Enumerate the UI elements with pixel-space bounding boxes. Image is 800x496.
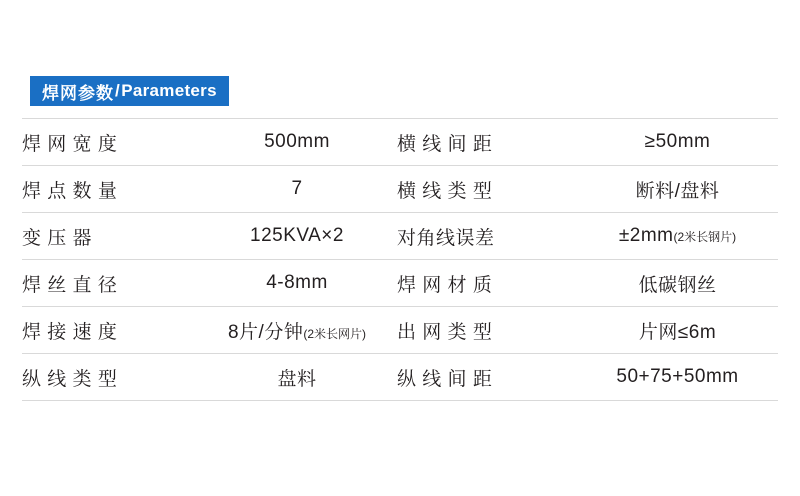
section-title-separator: / — [115, 81, 121, 100]
param-label: 纵 线 间 距 — [397, 354, 577, 401]
table-row — [22, 213, 778, 260]
table-row — [22, 119, 778, 166]
param-label: 焊 网 宽 度 — [22, 119, 197, 166]
param-value — [197, 260, 397, 307]
section-title-cn: 焊网参数 — [42, 83, 114, 103]
param-label: 焊 接 速 度 — [22, 307, 197, 354]
param-value — [577, 166, 778, 213]
param-value-note: (2米长钢片) — [673, 230, 737, 244]
param-value — [197, 166, 397, 213]
param-label: 焊 丝 直 径 — [22, 260, 197, 307]
table-row — [22, 307, 778, 354]
param-value — [197, 119, 397, 166]
param-value-text: 500mm — [264, 131, 330, 152]
param-value-text: 断料/盘料 — [635, 180, 720, 202]
param-value-text: 50+75+50mm — [616, 366, 739, 387]
param-value-text: 4-8mm — [266, 272, 328, 293]
param-label: 出 网 类 型 — [397, 307, 577, 354]
param-value-text: 8片/分钟 — [227, 321, 304, 343]
table-row — [22, 166, 778, 213]
section-title-banner — [30, 76, 229, 106]
param-value-note: (2米长网片) — [303, 326, 367, 341]
param-label: 焊 网 材 质 — [397, 260, 577, 307]
param-label: 纵 线 类 型 — [22, 354, 197, 401]
parameters-table — [22, 118, 778, 401]
section-title-en: Parameters — [121, 81, 217, 100]
param-value — [577, 119, 778, 166]
param-value-text: ±2mm — [618, 225, 674, 246]
table-row — [22, 260, 778, 307]
parameters-table-body — [22, 119, 778, 401]
param-label: 对角线误差 — [397, 213, 577, 260]
param-label: 横 线 间 距 — [397, 119, 577, 166]
param-value-text: 低碳钢丝 — [638, 274, 717, 296]
param-value — [577, 307, 778, 354]
param-value-text: 片网≤6m — [638, 321, 717, 343]
param-value — [577, 260, 778, 307]
param-value-text: 盘料 — [277, 368, 317, 390]
param-value-text: 7 — [291, 178, 303, 199]
param-value — [197, 307, 397, 354]
param-label: 焊 点 数 量 — [22, 166, 197, 213]
param-value — [577, 213, 778, 260]
param-value-text: ≥50mm — [644, 131, 711, 152]
param-value — [197, 354, 397, 401]
table-row — [22, 354, 778, 401]
param-label: 横 线 类 型 — [397, 166, 577, 213]
param-value — [197, 213, 397, 260]
param-label: 变 压 器 — [22, 213, 197, 260]
param-value-text: 125KVA×2 — [250, 225, 344, 246]
param-value — [577, 354, 778, 401]
